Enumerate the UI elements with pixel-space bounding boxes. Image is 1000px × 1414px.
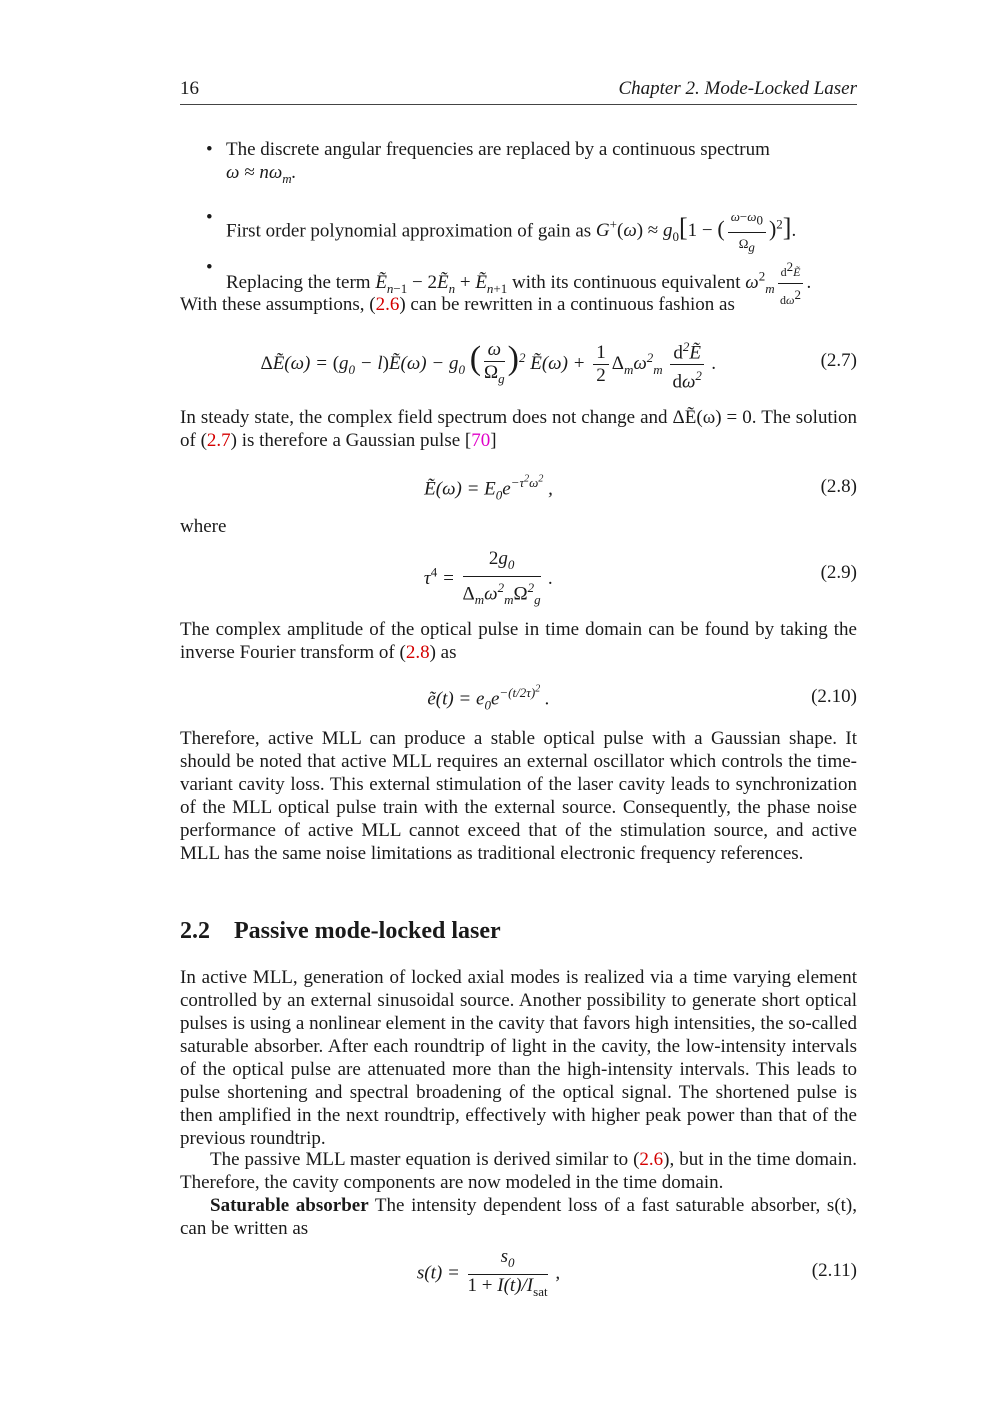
equation-ref[interactable]: 2.6: [639, 1149, 664, 1170]
equation-2-11: s(t) = $\frac{s_0}{1 + I(t)/I_{sat}}$ , (2.11): [416, 1246, 857, 1299]
paragraph-6: The passive MLL master equation is derived similar to (2.6), but in the time domain. Therefore, the cavity components are now modeled in the time domain.: [180, 1149, 858, 1193]
equation-ref[interactable]: 2.7: [206, 430, 231, 451]
equation-2-7: ΔẼ(ω) = ($g_0$ − l)Ẽ(ω) − $g_0$ ( $\frac{\omega}{\Omega_g}$ )$^2$ Ẽ(ω) + $\frac{1}{2}$ $\Delta_m\omega^2_m$ $\frac{d^2Ẽ}{d\omega^2}$ . (2.7): [180, 336, 857, 396]
equation-2-9: $\tau^4$ = $\frac{2g_0}{\Delta_m\omega^2_m\Omega^2_g}$ . (2.9): [423, 548, 857, 607]
continuous-term: $\omega^2_m$ $\frac{d^2Ẽ}{d\omega^2}$ .: [745, 272, 811, 293]
bullet-dot: •: [206, 257, 213, 278]
equation-number: (2.11): [811, 1260, 857, 1281]
paragraph-5: In active MLL, generation of locked axial modes is realized via a time varying element controlled by an external sinusoidal source. Another possibility to generate short optical pulses is using a nonlinear element in the cavity that favors high intensities, the so-called saturable absorber. After each roundtrip of light in the cavity, the low-intensity intervals of the optical pulse are attenuated more than the high-intensity intervals. This leads to pulse shortening and spectral broadening of the optical signal. The shortened pulse is then amplified in the next roundtrip, effectively with higher peak power than that of the previous roundtrip.: [180, 967, 857, 1149]
paragraph-2: In steady state, the complex field spectrum does not change and ΔẼ(ω) = 0. The solution of (2.7) is therefore a Gaussian pulse [70]: [180, 407, 857, 451]
running-head: [180, 78, 857, 105]
bullet-1-line2: $\omega \approx n\omega_m$.: [226, 162, 297, 186]
difference-term: Ẽ$_{n-1}$ − 2Ẽ$_n$ + Ẽ$_{n+1}$: [375, 271, 508, 296]
bullet-dot: •: [206, 139, 213, 160]
section-number: 2.2: [180, 918, 210, 944]
section-title: Passive mode-locked laser: [234, 918, 501, 944]
citation-ref[interactable]: 70: [471, 430, 491, 451]
bullet-2-text: First order polynomial approximation of gain as: [226, 220, 592, 242]
equation-ref[interactable]: 2.6: [375, 294, 400, 315]
gain-formula: $G^+(\omega) \approx g_0[1$ − ( $\frac{\omega-\omega_0}{\Omega_g}$ )$^2$].: [596, 220, 796, 241]
page-number: 16: [180, 78, 199, 99]
bullet-1-line1: The discrete angular frequencies are replaced by a continuous spectrum: [226, 139, 770, 160]
equation-2-8: Ẽ(ω) = $E_0e^{-\tau^2\omega^2}$ , (2.8): [424, 474, 857, 503]
where-text: where: [180, 516, 227, 537]
run-in-heading: Saturable absorber: [210, 1195, 369, 1216]
equation-number: (2.10): [811, 686, 857, 707]
equation-ref[interactable]: 2.8: [405, 642, 430, 663]
paragraph-4: Therefore, active MLL can produce a stable optical pulse with a Gaussian shape. It should be noted that active MLL requires an external oscillator which controls the time-variant cavity loss. This external stimulation of the laser cavity leads to synchronization of the MLL optical pulse train with the external source. Consequently, the phase noise performance of active MLL cannot exceed that of the stimulation source, and active MLL has the same noise limitations as traditional electronic frequency references.: [180, 728, 857, 864]
bullet-3-text: Replacing the term: [226, 271, 371, 293]
equation-2-10: ẽ(t) = $e_0e^{-(t/2\tau)^2}$ . (2.10): [427, 684, 857, 713]
bullet-dot: •: [206, 207, 213, 228]
paper-page: 16 Chapter 2. Mode-Locked Laser • The discrete angular frequencies are replaced by a continuous spectrum $\omega \approx n\omega_m$. • First order polynomial approximation of gain as $G^+(\omega) \approx g_0[1$ − ( $\frac{\omega-\omega_0}{\Omega_g}$ )$^2$]. • Replacing the term Ẽ$_{n-1}$ − 2Ẽ$_n$ + Ẽ$_{n+1}$ with its continuous equivalent $\omega^2_m$ $\frac{d^2Ẽ}{d\omega^2}$ . With these assumptions, (2.6) can be rewritten in a continuous fashion as ΔẼ(ω) = ($g_0$ − l)Ẽ(ω) − $g_0$ ( $\frac{\omega}{\Omega_g}$ )$^2$ Ẽ(ω) + $\frac{1}{2}$ $\Delta_m\omega^2_m$ $\frac{d^2Ẽ}{d\omega^2}$ . (2.7) In steady state, the complex field spectrum does not change and ΔẼ(ω) = 0. The solution of (2.7) is therefore a Gaussian pulse [70] Ẽ(ω) = $E_0e^{-\tau^2\omega^2}$ , (2.8) where $\tau^4$ = $\frac{2g_0}{\Delta_m\omega^2_m\Omega^2_g}$ . (2.9) The complex amplitude of the optical pulse in time domain can be found by taking the inverse Fourier transform of (2.8) as ẽ(t) = $e_0e^{-(t/2\tau)^2}$ . (2.10) Therefore, active MLL can produce a stable optical pulse with a Gaussian shape. It should be noted that active MLL requires an external oscillator which controls the time-variant cavity loss. This external stimulation of the laser cavity leads to synchronization of the MLL optical pulse train with the external source. Consequently, the phase noise performance of active MLL cannot exceed that of the stimulation source, and active MLL has the same noise limitations as traditional electronic frequency references. 2.2 Passive mode-locked laser In active MLL, generation of locked axial modes is realized via a time varying element controlled by an external sinusoidal source. Another possibility to generate short optical pulses is using a nonlinear element in the cavity that favors high intensities, the so-called saturable absorber. After each roundtrip of light in the cavity, the low-intensity intervals of the optical pulse are attenuated more than the high-intensity intervals. This leads to pulse shortening and spectral broadening of the optical signal. The shortened pulse is then amplified in the next roundtrip, effectively with higher peak power than that of the previous roundtrip. The passive MLL master equation is derived similar to (2.6), but in the time domain. Therefore, the cavity components are now modeled in the time domain. Saturable absorber The intensity dependent loss of a fast saturable absorber, s(t), can be written as s(t) = $\frac{s_0}{1 + I(t)/I_{sat}}$ , (2.11): [180, 0, 857, 1414]
chapter-title: Chapter 2. Mode-Locked Laser: [618, 78, 857, 99]
paragraph-3: The complex amplitude of the optical pulse in time domain can be found by taking the inverse Fourier transform of (2.8) as: [180, 619, 857, 663]
paragraph-7: Saturable absorber The intensity dependent loss of a fast saturable absorber, s(t), can be written as: [180, 1195, 857, 1239]
equation-number: (2.7): [820, 350, 857, 371]
equation-number: (2.8): [820, 476, 857, 497]
paragraph-1: With these assumptions, (2.6) can be rewritten in a continuous fashion as: [180, 294, 735, 315]
equation-number: (2.9): [820, 562, 857, 583]
section-heading: [180, 918, 501, 945]
